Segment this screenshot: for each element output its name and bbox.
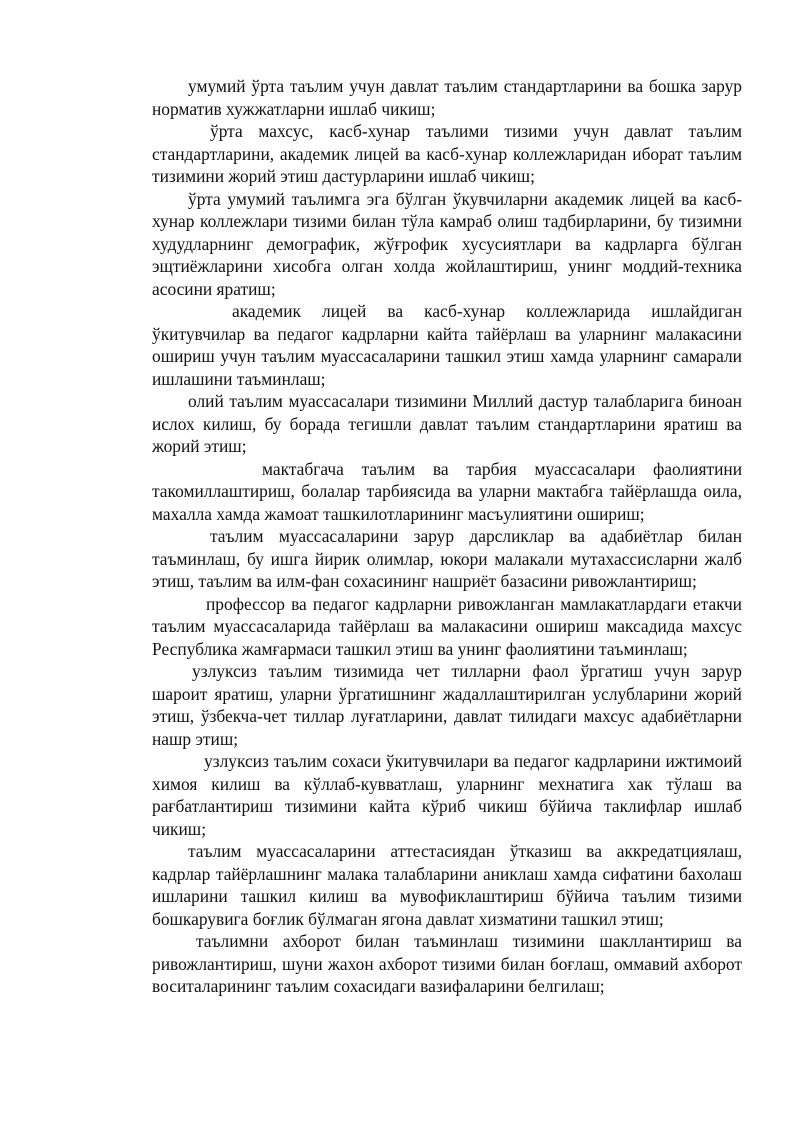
paragraph-7: таълим муассасаларини зарур дарсликлар ва адабиётлар билан таъминлаш, бу ишга йирик олимлар, юкори малакали мутахассисларни жалб этиш, таълим ва илм-фан сохасининг нашриёт базасини ривожлантириш; xyxy=(152,526,742,591)
paragraph-9: узлуксиз таълим тизимида чет тилларни фаол ўргатиш учун зарур шароит яратиш, уларни ўргатишнинг жадаллаштирилган услубларини жорий этиш, ўзбекча-чет тиллар луғатларини, давлат тилидаги махсус адабиётларни нашр этиш; xyxy=(152,661,742,749)
paragraph-8: профессор ва педагог кадрларни ривожланган мамлакатлардаги етакчи таълим муассасаларида тайёрлаш ва малакасини ошириш максадида махсус Республика жамғармаси ташкил этиш ва унинг фаолиятини таъминлаш; xyxy=(152,593,742,659)
paragraph-4: академик лицей ва касб-хунар коллежларида ишлайдиган ўкитувчилар ва педагог кадрларни кайта тайёрлаш ва уларнинг малакасини ошириш учун таълим муассасаларини ташкил этиш хамда уларнинг самарали ишлашини таъминлаш; xyxy=(152,301,742,389)
paragraph-6: мактабгача таълим ва тарбия муассасалари фаолиятини такомиллаштириш, болалар тарбиясида ва уларни мактабга тайёрлашда оила, махалла хамда жамоат ташкилотларининг масъулиятини ошириш; xyxy=(152,458,742,524)
paragraph-3: ўрта умумий таълимга эга бўлган ўкувчиларни академик лицей ва касб-хунар коллежлари тизими билан тўла камраб олиш тадбирларини, бу тизимни худудларнинг демографик, жўғрофик хусусиятлари ва кадрларга бўлган эщтиёжларини хисобга олган холда жойлаштириш, унинг моддий-техника асосини яратиш; xyxy=(152,188,742,299)
paragraph-1: умумий ўрта таълим учун давлат таълим стандартларини ва бошка зарур норматив хужжатларни ишлаб чикиш; xyxy=(152,76,742,119)
paragraph-10: узлуксиз таълим сохаси ўкитувчилари ва педагог кадрларини ижтимоий химоя килиш ва кўллаб-кувватлаш, уларнинг мехнатига хак тўлаш ва рағбатлантириш тизимини кайта кўриб чикиш бўйича таклифлар ишлаб чикиш; xyxy=(152,751,742,839)
paragraph-11: таълим муассасаларини аттестасиядан ўтказиш ва аккредатциялаш, кадрлар тайёрлашнинг малака талабларини аниклаш хамда сифатини бахолаш ишларини ташкил килиш ва мувофиклаштириш бўйича таълим тизими бошкарувига боғлик бўлмаган ягона давлат хизматини ташкил этиш; xyxy=(152,841,742,929)
document-body xyxy=(152,75,742,998)
paragraph-5: олий таълим муассасалари тизимини Миллий дастур талабларига биноан ислох килиш, бу борада тегишли давлат таълим стандартларини яратиш ва жорий этиш; xyxy=(152,391,742,456)
paragraph-2: ўрта махсус, касб-хунар таълими тизими учун давлат таълим стандартларини, академик лицей ва касб-хунар коллежларидан иборат таълим тизимини жорий этиш дастурларини ишлаб чикиш; xyxy=(152,121,742,186)
paragraph-12: таълимни ахборот билан таъминлаш тизимини шакллантириш ва ривожлантириш, шуни жахон ахборот тизими билан боғлаш, оммавий ахборот воситаларининг таълим сохасидаги вазифаларини белгилаш; xyxy=(152,931,742,996)
